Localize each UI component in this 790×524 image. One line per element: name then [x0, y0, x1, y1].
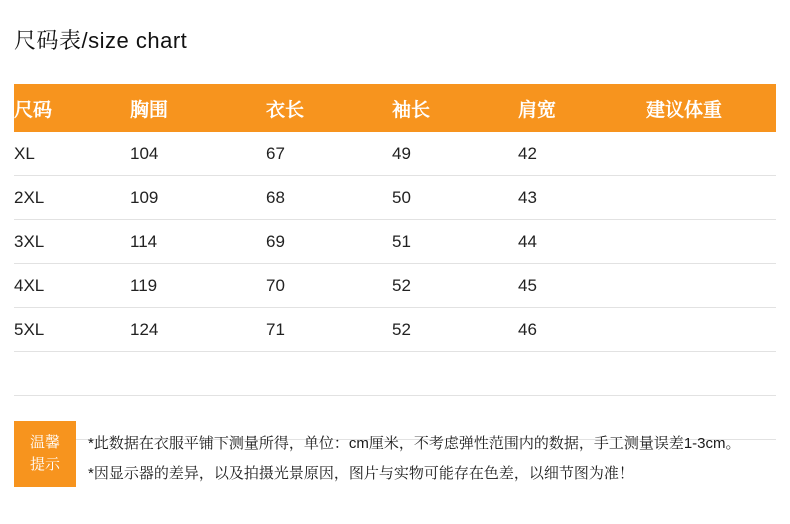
- column-header-length: 衣长: [266, 84, 392, 132]
- cell-size: 3XL: [14, 220, 130, 264]
- cell-length: 68: [266, 176, 392, 220]
- cell-shoulder: 44: [518, 220, 646, 264]
- cell-length: 71: [266, 308, 392, 352]
- cell-recommended-weight: [646, 308, 776, 352]
- cell-size: 4XL: [14, 264, 130, 308]
- column-header-recommended-weight: 建议体重: [646, 84, 776, 132]
- cell-recommended-weight: [646, 264, 776, 308]
- note-badge-line2: 提示: [29, 456, 60, 473]
- note-text: [76, 421, 741, 489]
- cell-bust: 109: [130, 176, 266, 220]
- cell-recommended-weight: [646, 132, 776, 176]
- cell-size: 2XL: [14, 176, 130, 220]
- cell-length: 70: [266, 264, 392, 308]
- table-row: [14, 220, 776, 264]
- size-chart-table-wrap: [14, 84, 776, 440]
- cell-size: 5XL: [14, 308, 130, 352]
- cell-recommended-weight: [646, 176, 776, 220]
- column-header-shoulder: 肩宽: [518, 84, 646, 132]
- note-badge: [14, 421, 76, 487]
- cell-shoulder: 42: [518, 132, 646, 176]
- cell-shoulder: 43: [518, 176, 646, 220]
- table-body: [14, 132, 776, 440]
- cell-bust: 114: [130, 220, 266, 264]
- cell-empty: [392, 352, 518, 396]
- cell-bust: 124: [130, 308, 266, 352]
- note-section: [14, 421, 776, 489]
- table-row: [14, 264, 776, 308]
- size-chart-table: [14, 84, 776, 440]
- table-header-row: [14, 84, 776, 132]
- cell-sleeve: 51: [392, 220, 518, 264]
- note-line-1: *此数据在衣服平铺下测量所得，单位：cm厘米，不考虑弹性范围内的数据，手工测量误差1-3cm。: [88, 435, 741, 452]
- cell-sleeve: 52: [392, 264, 518, 308]
- cell-empty: [646, 352, 776, 396]
- table-row: [14, 132, 776, 176]
- cell-bust: 119: [130, 264, 266, 308]
- cell-bust: 104: [130, 132, 266, 176]
- table-row: [14, 176, 776, 220]
- cell-sleeve: 52: [392, 308, 518, 352]
- cell-length: 69: [266, 220, 392, 264]
- cell-empty: [14, 352, 130, 396]
- cell-empty: [266, 352, 392, 396]
- page-title: 尺码表/size chart: [14, 28, 188, 53]
- cell-recommended-weight: [646, 220, 776, 264]
- cell-length: 67: [266, 132, 392, 176]
- cell-empty: [130, 352, 266, 396]
- column-header-size: 尺码: [14, 84, 130, 132]
- table-row: [14, 308, 776, 352]
- cell-shoulder: 46: [518, 308, 646, 352]
- column-header-bust: 胸围: [130, 84, 266, 132]
- cell-sleeve: 50: [392, 176, 518, 220]
- cell-empty: [518, 352, 646, 396]
- note-line-2: *因显示器的差异，以及拍摄光景原因，图片与实物可能存在色差，以细节图为准！: [88, 465, 634, 482]
- cell-shoulder: 45: [518, 264, 646, 308]
- cell-sleeve: 49: [392, 132, 518, 176]
- column-header-sleeve: 袖长: [392, 84, 518, 132]
- cell-size: XL: [14, 132, 130, 176]
- table-row-empty: [14, 352, 776, 396]
- table-header: [14, 84, 776, 132]
- note-badge-line1: 温馨: [29, 434, 60, 451]
